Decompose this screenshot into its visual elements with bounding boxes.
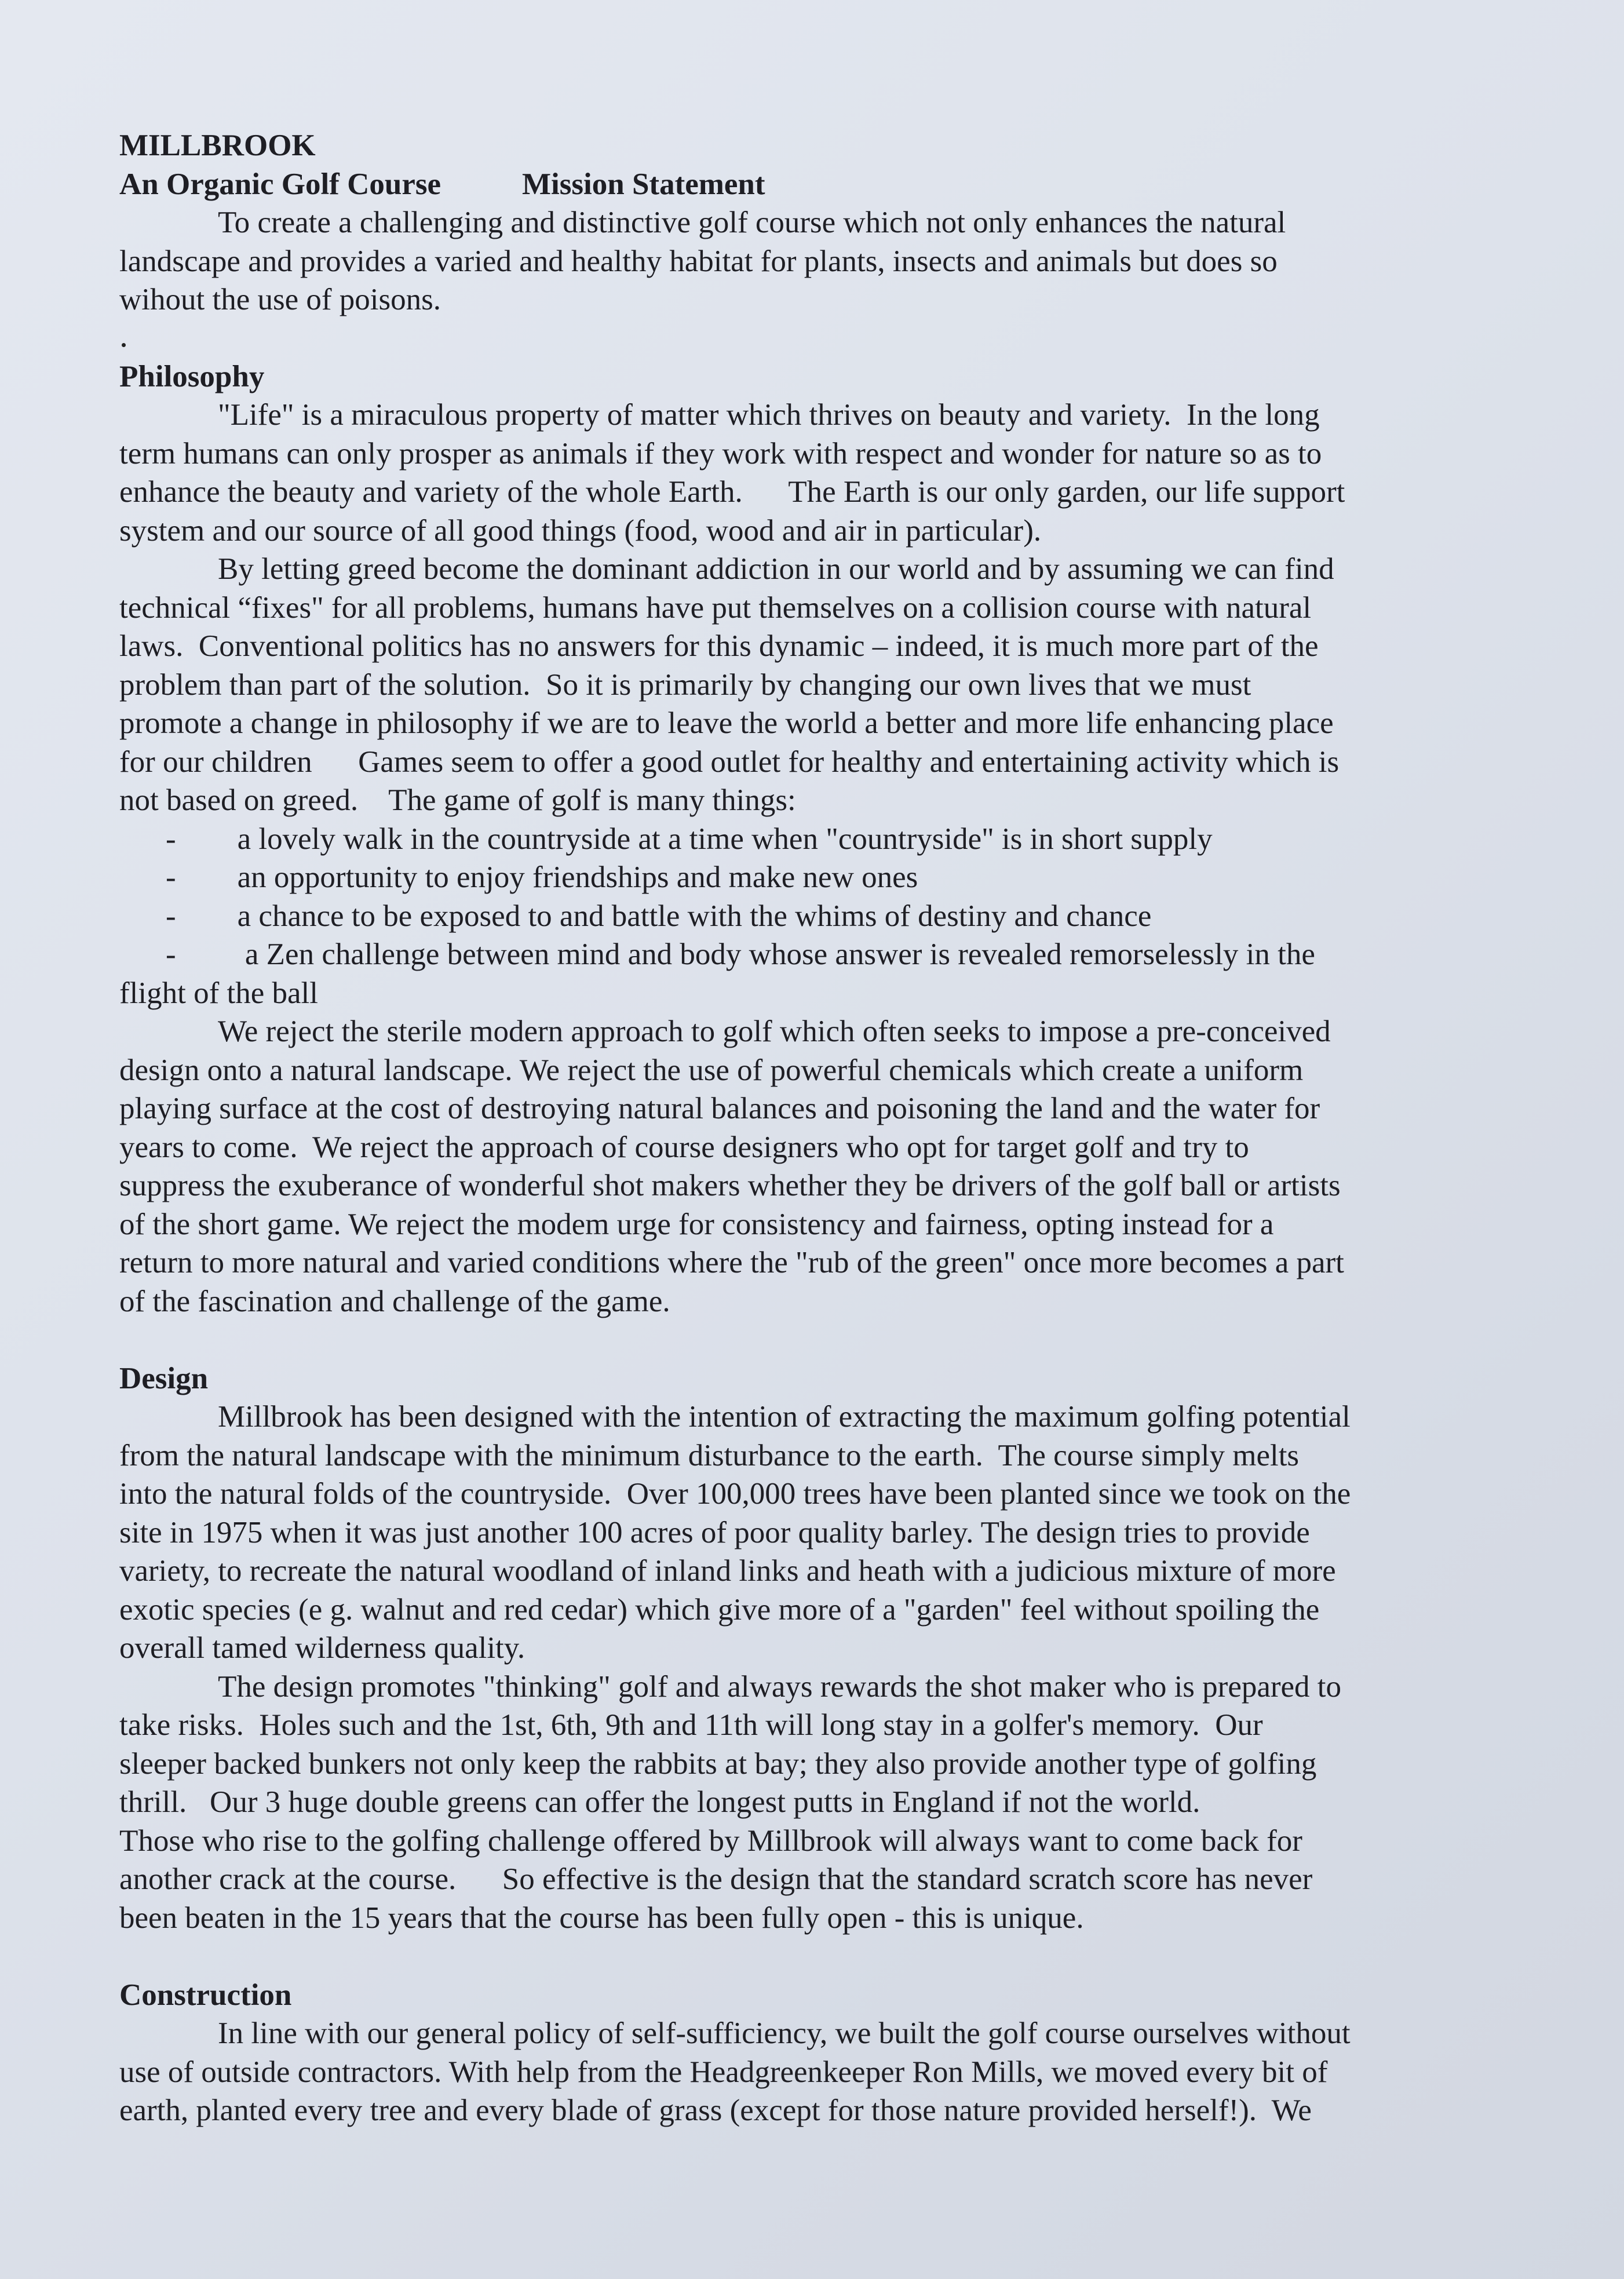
mission-line: To create a challenging and distinctive golf course which not only enhances the natural [218,206,1286,239]
golf-bullet-item: - an opportunity to enjoy friendships and make new ones [166,860,918,894]
mission-line: landscape and provides a varied and healthy habitat for plants, insects and animals but does so [119,244,1278,278]
golf-bullet-item: - a chance to be exposed to and battle with the whims of destiny and chance [166,899,1152,933]
document-subtitle: An Organic Golf Course [119,167,441,201]
reject-line: suppress the exuberance of wonderful shot makers whether they be drivers of the golf ball or artists [119,1169,1341,1202]
philosophy-heading: Philosophy [119,359,265,393]
philosophy-line: "Life" is a miraculous property of matter which thrives on beauty and variety. In the long [218,398,1320,432]
design-line: into the natural folds of the countryside. Over 100,000 trees have been planted since we took on the [119,1477,1351,1511]
golf-bullet-item: - a Zen challenge between mind and body whose answer is revealed remorselessly in the [166,938,1315,971]
reject-line: return to more natural and varied conditions where the "rub of the green" once more becomes a part [119,1246,1344,1279]
philosophy-line: By letting greed become the dominant addiction in our world and by assuming we can find [218,552,1334,586]
design-heading: Design [119,1361,209,1395]
design-line: take risks. Holes such and the 1st, 6th, 9th and 11th will long stay in a golfer's memory. Our [119,1708,1263,1742]
philosophy-line: system and our source of all good things (food, wood and air in particular). [119,513,1042,548]
philosophy-line: not based on greed. The game of golf is many things: [119,783,796,817]
philosophy-line: term humans can only prosper as animals if they work with respect and wonder for nature so as to [119,436,1322,471]
construction-heading: Construction [119,1978,292,2012]
design-line: sleeper backed bunkers not only keep the rabbits at bay; they also provide another type of golfing [119,1746,1317,1781]
philosophy-line: for our children Games seem to offer a good outlet for healthy and entertaining activity which is [119,745,1340,779]
reject-line: of the short game. We reject the modem urge for consistency and fairness, opting instead for a [119,1207,1274,1241]
construction-line: earth, planted every tree and every blade of grass (except for those nature provided herself!). We [119,2094,1312,2127]
stray-dot [119,334,1469,358]
golf-bullet-item: - a lovely walk in the countryside at a time when "countryside" is in short supply [166,822,1213,856]
design-line: site in 1975 when it was just another 100 acres of poor quality barley. The design tries to provide [119,1515,1310,1549]
reject-line: We reject the sterile modern approach to golf which often seeks to impose a pre-conceived [218,1015,1331,1048]
design-line: thrill. Our 3 huge double greens can offer the longest putts in England if not the world. [119,1785,1200,1819]
design-line: exotic species (e g. walnut and red cedar) which give more of a "garden" feel without spoiling the [119,1592,1320,1627]
design-line: The design promotes "thinking" golf and always rewards the shot maker who is prepared to [218,1669,1342,1704]
reject-line: years to come. We reject the approach of course designers who opt for target golf and try to [119,1130,1249,1164]
philosophy-line: laws. Conventional politics has no answers for this dynamic – indeed, it is much more part of the [119,629,1319,663]
reject-line: of the fascination and challenge of the game. [119,1284,670,1318]
subtitle-row [119,165,1469,204]
document-title: MILLBROOK [119,129,316,162]
bullet-continuation: flight of the ball [119,976,318,1010]
design-line: variety, to recreate the natural woodland of inland links and heath with a judicious mixture of more [119,1554,1336,1588]
design-line: from the natural landscape with the minimum disturbance to the earth. The course simply melts [119,1438,1300,1472]
philosophy-line: promote a change in philosophy if we are to leave the world a better and more life enhancing place [119,706,1334,740]
reject-line: playing surface at the cost of destroying natural balances and poisoning the land and the water for [119,1092,1320,1125]
philosophy-line: enhance the beauty and variety of the whole Earth. The Earth is our only garden, our life support [119,475,1345,509]
philosophy-line: problem than part of the solution. So it is primarily by changing our own lives that we must [119,668,1251,702]
design-line: Those who rise to the golfing challenge offered by Millbrook will always want to come back for [119,1824,1302,1858]
design-line: been beaten in the 15 years that the course has been fully open - this is unique. [119,1901,1084,1935]
reject-line: design onto a natural landscape. We reject the use of powerful chemicals which create a uniform [119,1053,1304,1087]
philosophy-line: technical “fixes" for all problems, humans have put themselves on a collision course with natural [119,590,1312,625]
design-line: overall tamed wilderness quality. [119,1631,525,1665]
design-line: another crack at the course. So effective is the design that the standard scratch score has never [119,1862,1313,1896]
construction-line: In line with our general policy of self-sufficiency, we built the golf course ourselves without [218,2017,1351,2050]
design-line: Millbrook has been designed with the intention of extracting the maximum golfing potential [218,1400,1351,1434]
mission-line: wihout the use of poisons. [119,283,441,316]
construction-line: use of outside contractors. With help from the Headgreenkeeper Ron Mills, we moved every bit of [119,2055,1328,2089]
mission-heading: Mission Statement [522,167,765,201]
document-body [119,126,1469,2130]
